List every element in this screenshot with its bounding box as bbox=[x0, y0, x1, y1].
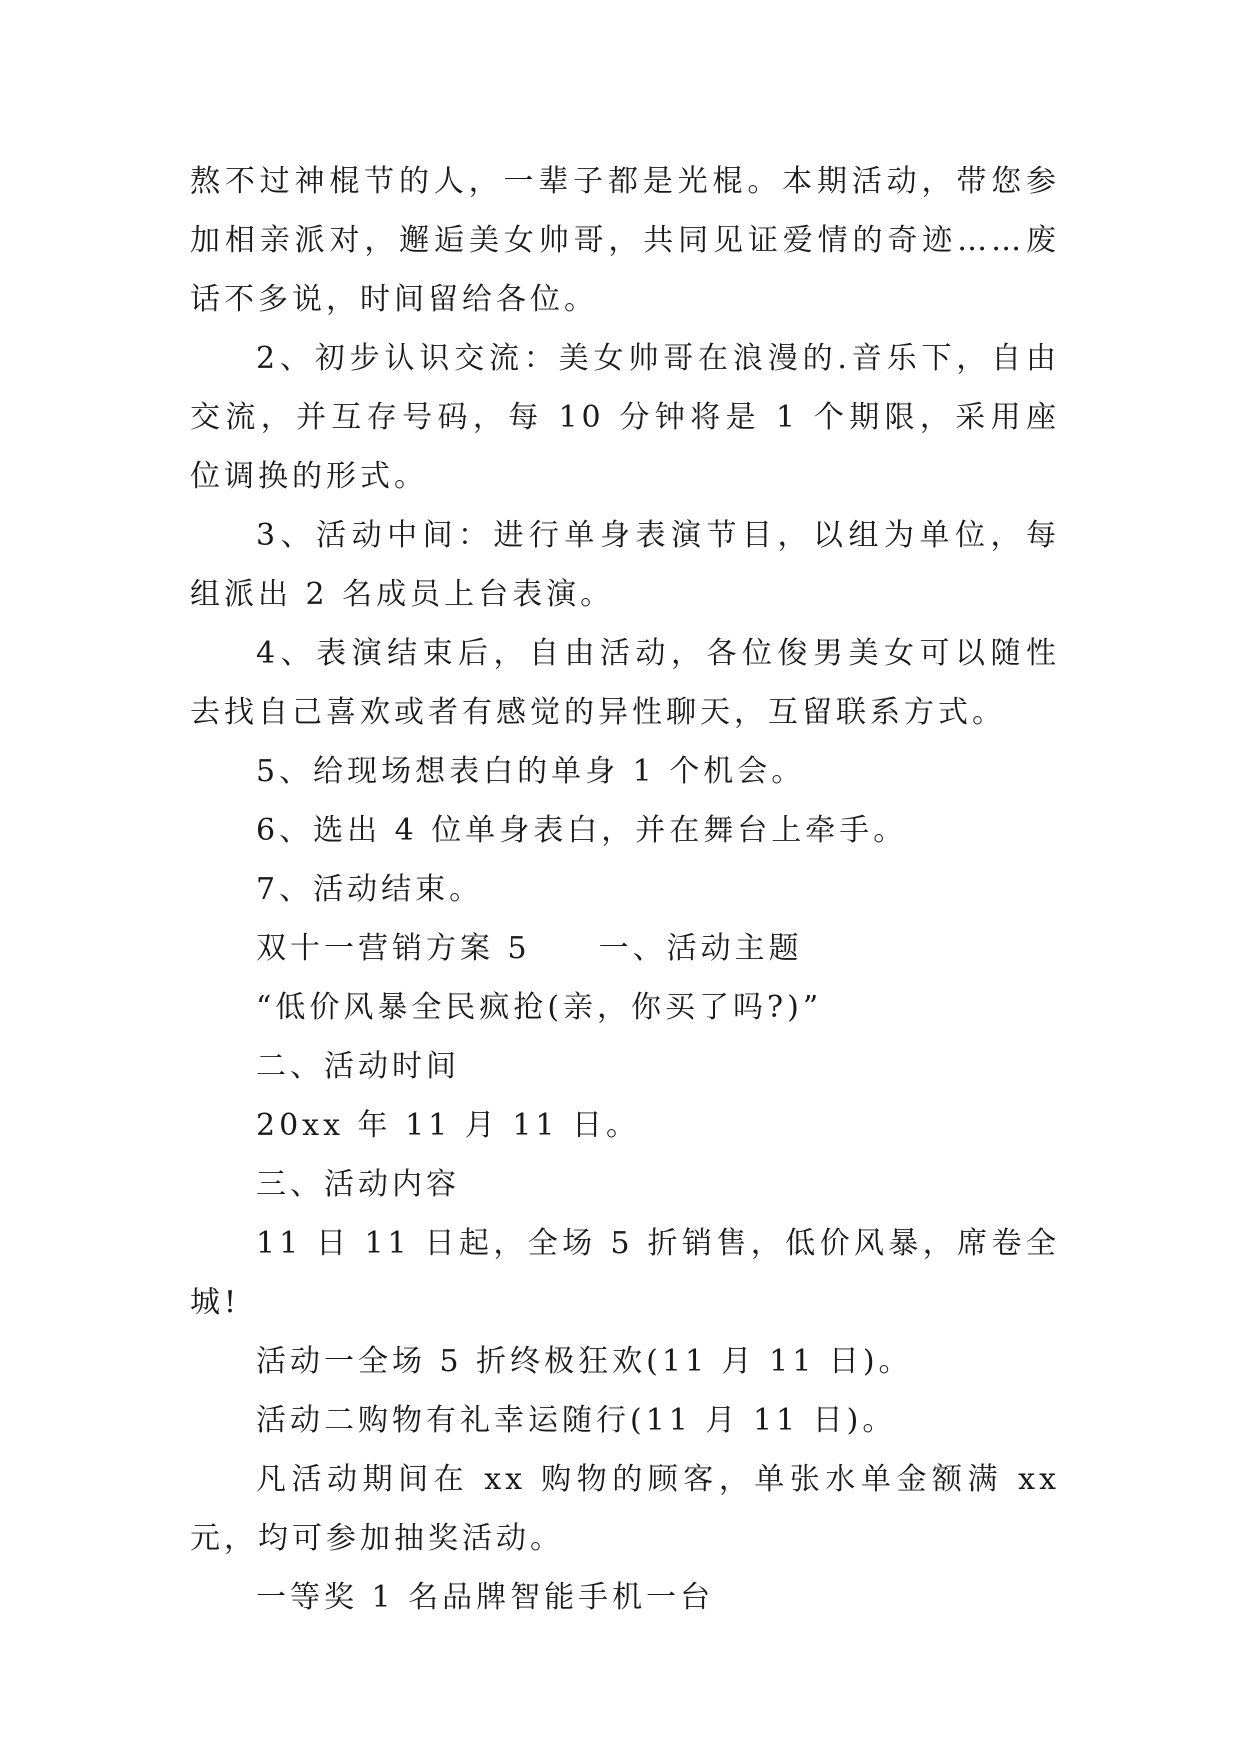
paragraph-step-4: 4、表演结束后，自由活动，各位俊男美女可以随性去找自己喜欢或者有感觉的异性聊天，互留联系方式。 bbox=[190, 636, 1060, 730]
time-value: 20xx 年 11 月 11 日。 bbox=[256, 1108, 641, 1143]
content-line-3: 活动二购物有礼幸运随行(11 月 11 日)。 bbox=[256, 1403, 897, 1438]
section-heading-line bbox=[190, 919, 1060, 978]
paragraph-step-3: 3、活动中间：进行单身表演节目，以组为单位，每组派出 2 名成员上台表演。 bbox=[190, 518, 1060, 612]
paragraph-step-2: 2、初步认识交流：美女帅哥在浪漫的.音乐下，自由交流，并互存号码，每 10 分钟将是 1 个期限，采用座位调换的形式。 bbox=[190, 341, 1060, 494]
content-line-1: 11 日 11 日起，全场 5 折销售，低价风暴，席卷全城! bbox=[190, 1226, 1060, 1320]
paragraph-step-6: 6、选出 4 位单身表白，并在舞台上牵手。 bbox=[256, 813, 908, 848]
prize-line: 一等奖 1 名品牌智能手机一台 bbox=[256, 1580, 715, 1615]
content-heading: 三、活动内容 bbox=[256, 1167, 460, 1202]
paragraph-intro: 熬不过神棍节的人，一辈子都是光棍。本期活动，带您参加相亲派对，邂逅美女帅哥，共同见证爱情的奇迹……废话不多说，时间留给各位。 bbox=[190, 164, 1060, 317]
content-line-2: 活动一全场 5 折终极狂欢(11 月 11 日)。 bbox=[256, 1344, 913, 1379]
document-body bbox=[190, 152, 1060, 1627]
theme-heading: 一、活动主题 bbox=[598, 931, 803, 966]
section-heading: 双十一营销方案 5 bbox=[256, 931, 531, 966]
paragraph-step-5: 5、给现场想表白的单身 1 个机会。 bbox=[256, 754, 806, 789]
time-heading: 二、活动时间 bbox=[256, 1049, 460, 1084]
theme-slogan: “低价风暴全民疯抢(亲，你买了吗?)” bbox=[256, 990, 823, 1025]
paragraph-step-7: 7、活动结束。 bbox=[256, 872, 484, 907]
content-line-4: 凡活动期间在 xx 购物的顾客，单张水单金额满 xx 元，均可参加抽奖活动。 bbox=[190, 1462, 1060, 1556]
